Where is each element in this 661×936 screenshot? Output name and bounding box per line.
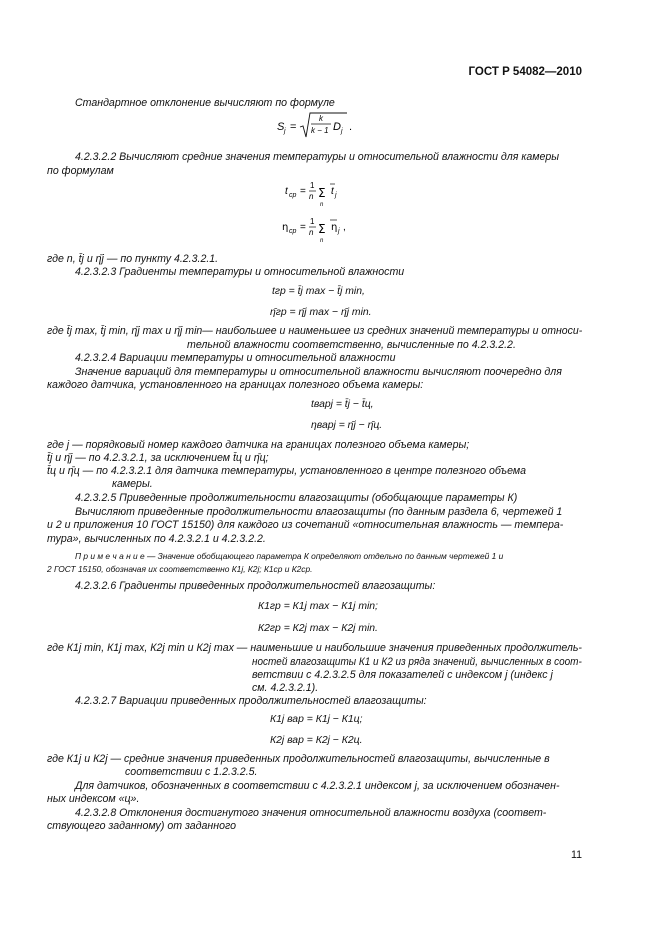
formula-etacp <box>282 216 372 244</box>
svg-text:ср: ср <box>289 192 297 199</box>
text-line: t̄j и η̄j — по 4.2.3.2.1, за исключением t̄ц и η̄ц; <box>47 452 269 464</box>
svg-text:j: j <box>335 192 337 199</box>
formula-line: η̄гр = η̄j max − η̄j min. <box>270 307 372 318</box>
svg-text:1: 1 <box>310 181 315 190</box>
text-line: см. 4.2.3.2.1). <box>252 682 319 694</box>
formula-tcp <box>285 180 365 208</box>
document-code-header: ГОСТ Р 54082—2010 <box>468 66 582 78</box>
svg-text:.: . <box>349 121 353 133</box>
note-line: 2 ГОСТ 15150, обозначая их соответственно К1j, К2j; К1ср и К2ср. <box>47 564 313 574</box>
formula-line: tгр = t̄j max − t̄j min, <box>272 286 365 297</box>
text-line: тельной влажности соответственно, вычисленные по 4.2.3.2.2. <box>187 339 516 351</box>
formula-line: ηварj = η̄j − η̄ц. <box>311 420 383 431</box>
svg-text:t: t <box>285 186 288 197</box>
svg-text:t: t <box>331 186 334 197</box>
text-line: 4.2.3.2.2 Вычисляют средние значения температуры и относительной влажности для камеры <box>75 151 560 163</box>
text-line: где n, t̄j и η̄j — по пункту 4.2.3.2.1. <box>47 253 219 265</box>
svg-text:k − 1: k − 1 <box>311 126 329 135</box>
formula-line: К2гр = К2j max − К2j min. <box>258 623 378 634</box>
svg-text:=: = <box>290 121 297 133</box>
svg-text:Σ: Σ <box>318 186 326 200</box>
svg-text:Σ: Σ <box>318 222 326 236</box>
text-line: Вычисляют приведенные продолжительности влагозащиты (по данным раздела 6, чертежей 1 <box>75 506 563 518</box>
formula-tcp-graphic <box>285 180 365 208</box>
svg-text:j: j <box>341 128 343 135</box>
text-line: по формулам <box>47 165 114 177</box>
text-line: ностей влагозащиты К1 и К2 из ряда значений, вычисленных в соот- <box>252 656 582 668</box>
text-line: Стандартное отклонение вычисляют по формуле <box>75 97 335 109</box>
svg-text:,: , <box>343 222 346 233</box>
text-line: 4.2.3.2.4 Вариации температуры и относительной влажности <box>75 352 396 364</box>
text-line: где t̄j max, t̄j min, η̄j max и η̄j min— наибольшее и наименьшее из средних значений температуры и относи- <box>47 325 583 337</box>
text-line: 4.2.3.2.5 Приведенные продолжительности влагозащиты (обобщающие параметры К) <box>75 492 518 504</box>
text-line: ных индексом «ц». <box>47 793 140 805</box>
formula-line: К1j вар = К1j − К1ц; <box>270 714 363 725</box>
svg-text:n: n <box>320 202 324 208</box>
svg-text:j: j <box>338 228 340 235</box>
text-line: где К1j min, К1j max, К2j min и К2j max — наименьшие и наибольшие значения приведенных продолжитель- <box>47 642 582 654</box>
svg-text:η: η <box>331 222 338 233</box>
formula-sj <box>277 110 367 140</box>
text-line: и 2 и приложения 10 ГОСТ 15150) для каждого из сочетаний «относительная влажность — темпера- <box>47 519 564 531</box>
svg-text:n: n <box>309 228 314 237</box>
formula-line: tварj = t̄j − t̄ц, <box>311 399 374 410</box>
page-number: 11 <box>571 849 582 861</box>
text-line: соответствии с 1.2.3.2.5. <box>125 766 258 778</box>
text-line: ветствии с 4.2.3.2.5 для показателей с индексом j (индекс j <box>252 669 553 681</box>
formula-line: К2j вар = К2j − К2ц. <box>270 735 363 746</box>
svg-text:η: η <box>282 222 289 233</box>
text-line: Для датчиков, обозначенных в соответствии с 4.2.3.2.1 индексом j, за исключением обозначен- <box>75 780 560 792</box>
svg-text:1: 1 <box>310 217 315 226</box>
text-line: ствующего заданному) от заданного <box>47 820 236 832</box>
text-line: 4.2.3.2.3 Градиенты температуры и относительной влажности <box>75 266 405 278</box>
svg-text:=: = <box>300 186 306 197</box>
svg-text:n: n <box>320 238 324 244</box>
svg-text:S: S <box>277 121 285 133</box>
text-line: 4.2.3.2.6 Градиенты приведенных продолжительностей влагозащиты: <box>75 580 436 592</box>
formula-sj-graphic <box>277 110 367 140</box>
text-line: тура», вычисленных по 4.2.3.2.1 и 4.2.3.2.2. <box>47 533 266 545</box>
text-line: 4.2.3.2.7 Вариации приведенных продолжительностей влагозащиты: <box>75 695 427 707</box>
text-line: где j — порядковый номер каждого датчика на границах полезного объема камеры; <box>47 439 470 451</box>
svg-text:k: k <box>319 114 323 123</box>
svg-text:D: D <box>333 121 341 133</box>
text-line: t̄ц и η̄ц — по 4.2.3.2.1 для датчика температуры, установленного в центре полезного объема <box>47 465 527 477</box>
note-line: П р и м е ч а н и е — Значение обобщающего параметра К определяют отдельно по данным чертежей 1 и <box>75 551 504 561</box>
svg-text:ср: ср <box>289 228 297 235</box>
formula-line: К1гр = К1j max − К1j min; <box>258 601 378 612</box>
svg-text:j: j <box>284 128 286 135</box>
text-line: где К1j и К2j — средние значения приведенных продолжительностей влагозащиты, вычисленные в <box>47 753 550 765</box>
formula-etacp-graphic <box>282 216 372 244</box>
text-line: 4.2.3.2.8 Отклонения достигнутого значения относительной влажности воздуха (соответ- <box>75 807 547 819</box>
text-line: каждого датчика, установленного на границах полезного объема камеры: <box>47 379 424 391</box>
svg-text:=: = <box>300 222 306 233</box>
text-line: Значение вариаций для температуры и относительной влажности вычисляют поочередно для <box>75 366 562 378</box>
text-line: камеры. <box>112 478 153 490</box>
svg-text:n: n <box>309 192 314 201</box>
